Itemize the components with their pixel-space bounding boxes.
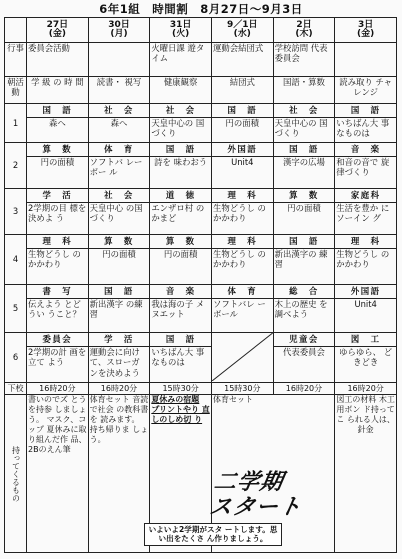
- subject-cell: 理 科: [335, 235, 397, 249]
- period-detail-row: [5, 157, 397, 189]
- subject-cell: 社 会: [88, 189, 150, 203]
- header-row: [5, 18, 397, 43]
- subject-cell: 外国語: [335, 285, 397, 299]
- subject-cell: 図 工: [335, 333, 397, 347]
- day-header: 3日 (金): [335, 18, 397, 43]
- detail-cell: 新出漢字の 練習: [273, 249, 335, 285]
- day-header: 2日 (木): [273, 18, 335, 43]
- event-cell: 火曜日課 遊タイム: [150, 43, 212, 77]
- detail-cell: 詩を 味わおう: [150, 157, 212, 189]
- morning-cell: 読書・ 視写: [88, 77, 150, 104]
- subject-cell: 国 語: [273, 143, 335, 157]
- banner-text: 二学期 スタート: [207, 470, 305, 520]
- subject-cell: 国 語: [211, 104, 273, 118]
- period-subject-row: [5, 285, 397, 299]
- subject-cell: 外国語: [211, 143, 273, 157]
- detail-cell: 漢字の広場: [273, 157, 335, 189]
- subject-cell: 理 科: [211, 235, 273, 249]
- subject-cell: 国 語: [88, 285, 150, 299]
- detail-cell: 我は海の子 メヌエット: [150, 299, 212, 333]
- period-subject-row: [5, 143, 397, 157]
- detail-cell: ゆらゆら、 どきどき: [335, 347, 397, 383]
- detail-cell: 天皇中心 の国づくり: [88, 203, 150, 235]
- detail-cell: ソフトバレ ーボール: [211, 299, 273, 333]
- morning-cell: 学 級 の 時 間: [27, 77, 89, 104]
- subject-cell: 委員会: [27, 333, 89, 347]
- period-detail-row: [5, 299, 397, 333]
- subject-cell: 国 語: [150, 333, 212, 347]
- period-number: 3: [5, 189, 27, 235]
- detail-cell: Unit4: [211, 157, 273, 189]
- period-subject-row: [5, 333, 397, 347]
- day-header: 30日 (月): [88, 18, 150, 43]
- empty-cell: [211, 333, 273, 383]
- detail-cell: 森へ: [88, 118, 150, 143]
- detail-cell: 新出漢字 の練習: [88, 299, 150, 333]
- bring-cell: 書いのでズ とうを持参 しましょ う。 マスク、コ ップ 夏休みに取 り組んだ作 品、 2Bのえん筆: [27, 395, 89, 553]
- subject-cell: 国 語: [273, 235, 335, 249]
- subject-cell: 家庭科: [335, 189, 397, 203]
- period-number: 1: [5, 104, 27, 143]
- detail-cell: いちばん大 事なものは: [335, 118, 397, 143]
- period-number: 5: [5, 285, 27, 333]
- morning-cell: 読み取り チャレンジ: [335, 77, 397, 104]
- subject-cell: 体 育: [211, 285, 273, 299]
- subject-cell: 算 数: [150, 235, 212, 249]
- dismissal-cell: 16時20分: [335, 383, 397, 395]
- detail-cell: 伝えよう とどうい うこと？: [27, 299, 89, 333]
- corner-cell: [5, 18, 27, 43]
- detail-cell: 円の面積: [273, 203, 335, 235]
- events-row: [5, 43, 397, 77]
- dismissal-cell: 16時20分: [273, 383, 335, 395]
- detail-cell: 生物どうし のかかわり: [211, 249, 273, 285]
- detail-cell: 円の面積: [150, 249, 212, 285]
- detail-cell: エンザロ村 のかまど: [150, 203, 212, 235]
- period-number: 4: [5, 235, 27, 285]
- bring-cell: 体育セット: [211, 395, 334, 553]
- dismissal-cell: 16時20分: [27, 383, 89, 395]
- event-cell: 運動会結団式: [211, 43, 273, 77]
- subject-cell: 音 楽: [335, 143, 397, 157]
- morning-cell: 国語・算数: [273, 77, 335, 104]
- dismissal-row: [5, 383, 397, 395]
- period-detail-row: [5, 203, 397, 235]
- subject-cell: 理 科: [27, 235, 89, 249]
- event-cell: 学校訪問 代表委員会: [273, 43, 335, 77]
- dismissal-label: 下校: [5, 383, 27, 395]
- detail-cell: 運動会に向け て、スローガ ンを決めよう: [88, 347, 150, 383]
- period-subject-row: [5, 104, 397, 118]
- subject-cell: 社 会: [273, 104, 335, 118]
- timetable: [4, 17, 397, 553]
- period-number: 2: [5, 143, 27, 189]
- detail-cell: 天皇中心の 国づくり: [273, 118, 335, 143]
- detail-cell: 円の面積: [211, 118, 273, 143]
- detail-cell: 生活を豊か にソーイン グ: [335, 203, 397, 235]
- detail-cell: ソフトバ レーボー ル: [88, 157, 150, 189]
- subject-cell: 社 会: [88, 104, 150, 118]
- slash-line: [212, 333, 273, 381]
- morning-label: 朝活動: [5, 77, 27, 104]
- subject-cell: 児童会: [273, 333, 335, 347]
- dismissal-cell: 15時30分: [211, 383, 273, 395]
- detail-cell: いちばん大 事なものは: [150, 347, 212, 383]
- detail-cell: 生物どうし のかかわり: [335, 249, 397, 285]
- morning-row: [5, 77, 397, 104]
- dismissal-cell: 15時30分: [150, 383, 212, 395]
- detail-cell: 生物どうし のかかわり: [211, 203, 273, 235]
- detail-cell: 円の面積: [88, 249, 150, 285]
- day-header: 31日 (火): [150, 18, 212, 43]
- events-label: 行事: [5, 43, 27, 77]
- detail-cell: 和音の音で 旋律づくり: [335, 157, 397, 189]
- event-cell: [88, 43, 150, 77]
- detail-cell: 2学期の目 標を決めよ う: [27, 203, 89, 235]
- subject-cell: 音 楽: [150, 285, 212, 299]
- subject-cell: 学 活: [27, 189, 89, 203]
- bring-label: 持ってくるもの: [5, 395, 27, 553]
- period-subject-row: [5, 189, 397, 203]
- subject-cell: 学 活: [88, 333, 150, 347]
- day-header: 9／1日 (水): [211, 18, 273, 43]
- subject-cell: 国 語: [27, 104, 89, 118]
- page-title: 6年1組 時間割 8月27日～9月3日: [99, 2, 303, 16]
- subject-cell: 書 写: [27, 285, 89, 299]
- subject-cell: 算 数: [27, 143, 89, 157]
- message-bubble: いよいよ2学期がスタ ートします。思い出をたくさ ん作りましょう。: [144, 523, 282, 546]
- detail-cell: 代表委員会: [273, 347, 335, 383]
- bring-cell: 夏休みの宿題 プリントやり 直しのしめ切 り: [150, 395, 212, 553]
- subject-cell: 理 科: [211, 189, 273, 203]
- subject-cell: 算 数: [88, 235, 150, 249]
- event-cell: [335, 43, 397, 77]
- subject-cell: 社 会: [150, 104, 212, 118]
- period-subject-row: [5, 235, 397, 249]
- morning-cell: 結団式: [211, 77, 273, 104]
- detail-cell: Unit4: [335, 299, 397, 333]
- bring-cell: 図工の材料 木工用ボン ド持ってこ られる人は、 針金: [335, 395, 397, 553]
- detail-cell: 円の面積: [27, 157, 89, 189]
- period-detail-row: [5, 347, 397, 383]
- subject-cell: 道 徳: [150, 189, 212, 203]
- dismissal-cell: 16時20分: [88, 383, 150, 395]
- bring-cell: 体育セット 音読で社会 の教科書を 読みます。 持ち帰りま しょう。: [88, 395, 150, 553]
- detail-cell: 森へ: [27, 118, 89, 143]
- morning-cell: 健康観察: [150, 77, 212, 104]
- day-header: 27日 (金): [27, 18, 89, 43]
- subject-cell: 総 合: [273, 285, 335, 299]
- event-cell: 委員会活動: [27, 43, 89, 77]
- subject-cell: 国 語: [335, 104, 397, 118]
- subject-cell: 体 育: [88, 143, 150, 157]
- detail-cell: 生物どうし のかかわり: [27, 249, 89, 285]
- detail-cell: 天皇中心の 国づくり: [150, 118, 212, 143]
- subject-cell: 国 語: [150, 143, 212, 157]
- period-number: 6: [5, 333, 27, 383]
- subject-cell: 算 数: [273, 189, 335, 203]
- detail-cell: 木上の歴史 を調べよう: [273, 299, 335, 333]
- period-detail-row: [5, 118, 397, 143]
- detail-cell: 2学期の計 画を立て よう: [27, 347, 89, 383]
- period-detail-row: [5, 249, 397, 285]
